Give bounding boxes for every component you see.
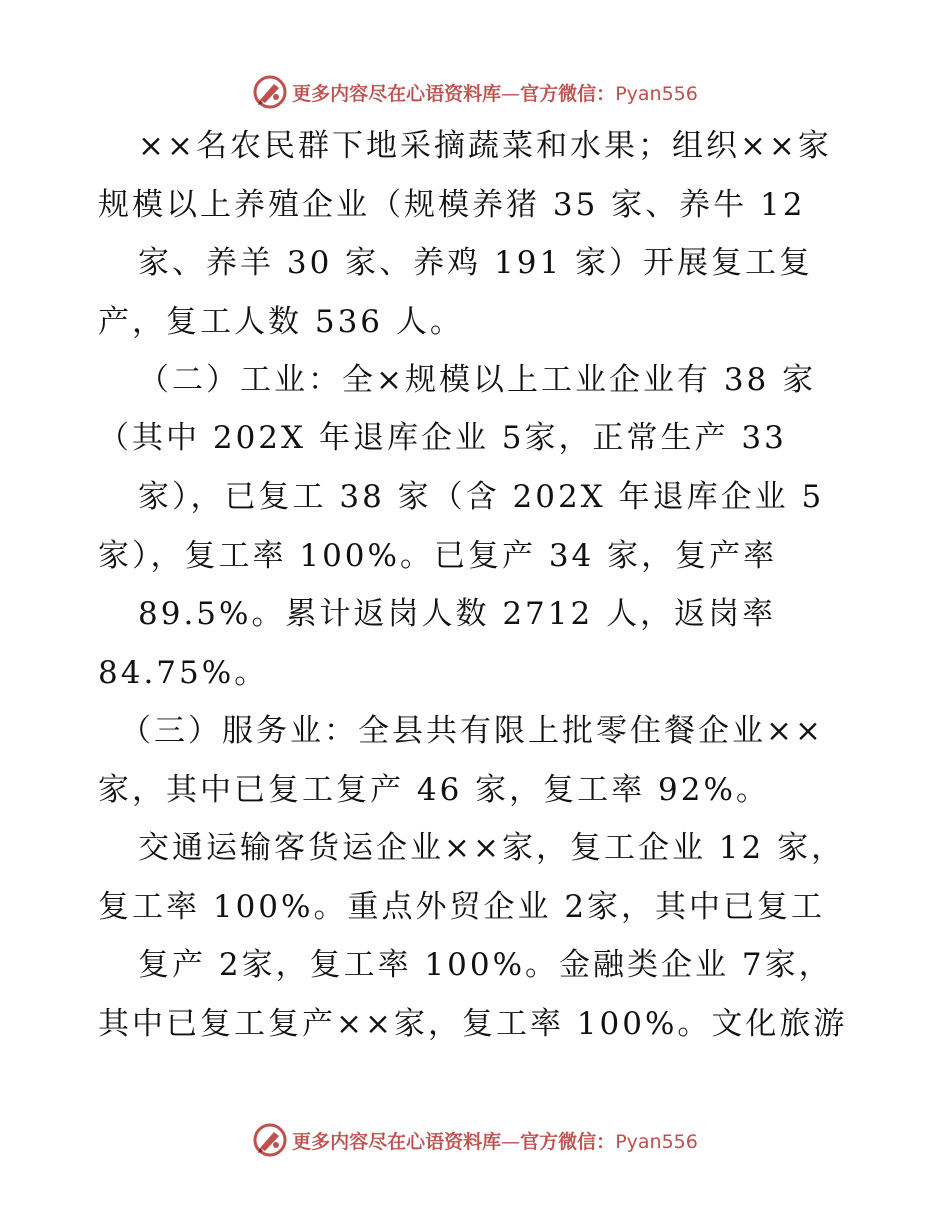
text-line: （三）服务业：全县共有限上批零住餐企业×× <box>120 713 824 749</box>
text-line: 复工率 100%。重点外贸企业 2家，其中已复工 <box>98 889 826 925</box>
banner-contact-label: 官方微信： <box>520 1130 616 1153</box>
banner-contact-label: 官方微信： <box>520 82 616 105</box>
pen-logo-icon <box>252 1122 288 1158</box>
text-line: 复产 2家，复工率 100%。金融类企业 7家， <box>138 947 833 983</box>
text-line: 家），复工率 100%。已复产 34 家，复产率 <box>98 538 778 574</box>
text-line: （其中 202X 年退库企业 5家，正常生产 33 <box>98 420 787 456</box>
text-line: 家，其中已复工复产 46 家，复工率 92%。 <box>98 772 770 808</box>
text-line: 规模以上养殖企业（规模养猪 35 家、养牛 12 <box>98 187 806 223</box>
text-line: 交通运输客货运企业××家，复工企业 12 家， <box>138 830 846 866</box>
banner-separator: — <box>501 1130 521 1153</box>
footer-banner <box>0 1120 950 1160</box>
text-line: 家），已复工 38 家（含 202X 年退库企业 5 <box>138 479 825 515</box>
text-line: 89.5%。累计返岗人数 2712 人，返岗率 <box>138 596 777 632</box>
text-line: 家、养羊 30 家、养鸡 191 家）开展复工复 <box>138 245 814 281</box>
text-line: ××名农民群下地采摘蔬菜和水果；组织××家 <box>138 128 832 164</box>
text-line: （二）工业：全×规模以上工业企业有 38 家 <box>138 362 817 398</box>
text-line: 84.75%。 <box>98 655 269 691</box>
banner-handle: Pyan556 <box>615 82 698 105</box>
banner-title: 更多内容尽在心语资料库 <box>292 1130 502 1153</box>
header-banner <box>0 72 950 112</box>
text-line: 产，复工人数 536 人。 <box>98 304 464 340</box>
pen-logo-icon <box>252 74 288 110</box>
text-line: 其中已复工复产××家，复工率 100%。文化旅游 <box>98 1006 848 1042</box>
banner-separator: — <box>501 82 521 105</box>
banner-title: 更多内容尽在心语资料库 <box>292 82 502 105</box>
banner-handle: Pyan556 <box>615 1130 698 1153</box>
